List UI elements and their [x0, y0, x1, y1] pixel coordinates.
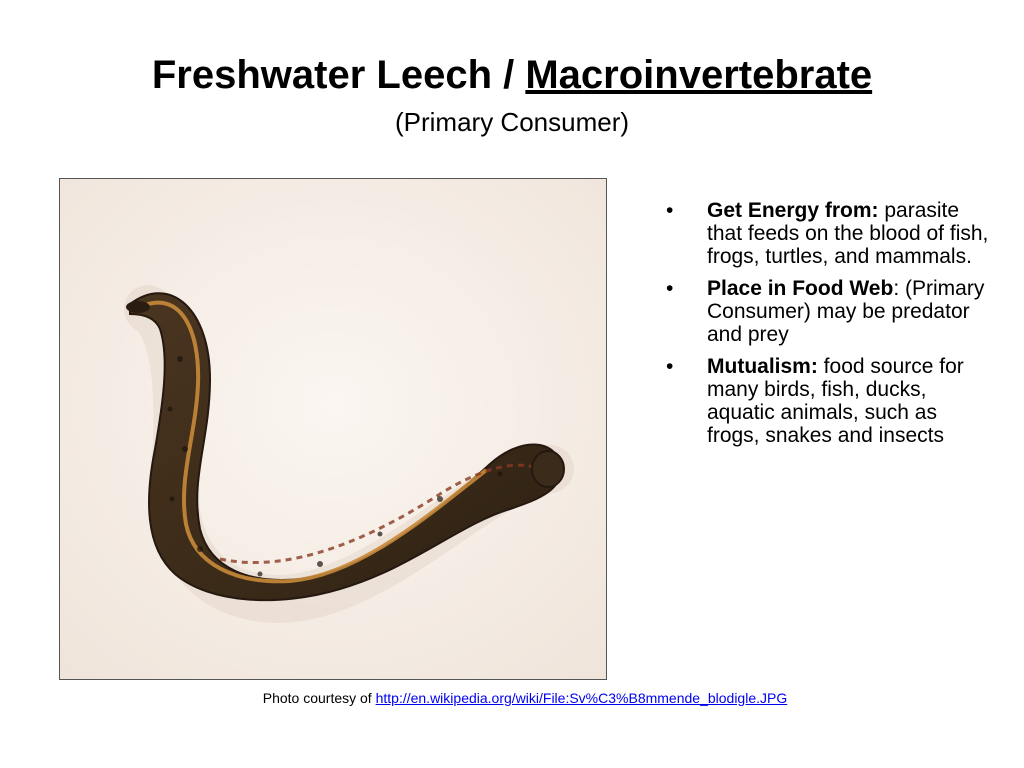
caption-prefix: Photo courtesy of [262, 690, 376, 706]
facts-list [662, 199, 992, 456]
source-link[interactable]: http://en.wikipedia.org/wiki/File:Sv%C3%B8mmende_blodigle.JPG [375, 690, 788, 706]
photo-caption [0, 689, 1024, 707]
title-main: Freshwater Leech / [151, 53, 526, 97]
leech-illustration [60, 179, 606, 679]
bullet-dot: • [666, 355, 674, 378]
fact-text: food source for many birds, fish, ducks, aquatic animals, such as frogs, snakes and insects [707, 355, 964, 447]
list-item [662, 199, 992, 268]
list-item [662, 355, 992, 447]
fact-label: Get Energy from: [707, 199, 879, 222]
title-underlined-term: Macroinvertebrate [525, 53, 873, 97]
bullet-dot: • [666, 199, 674, 222]
list-item [662, 277, 992, 346]
slide-subtitle: (Primary Consumer) [394, 107, 630, 137]
leech-photo [59, 178, 607, 680]
bullet-dot: • [666, 277, 674, 300]
fact-separator: : [893, 277, 900, 300]
slide-title [0, 52, 1024, 98]
fact-text: (Primary Consumer) may be predator and prey [707, 277, 985, 346]
fact-label: Place in Food Web [707, 277, 894, 300]
fact-text: parasite that feeds on the blood of fish, frogs, turtles, and mammals. [707, 199, 989, 268]
fact-label: Mutualism: [707, 355, 818, 378]
